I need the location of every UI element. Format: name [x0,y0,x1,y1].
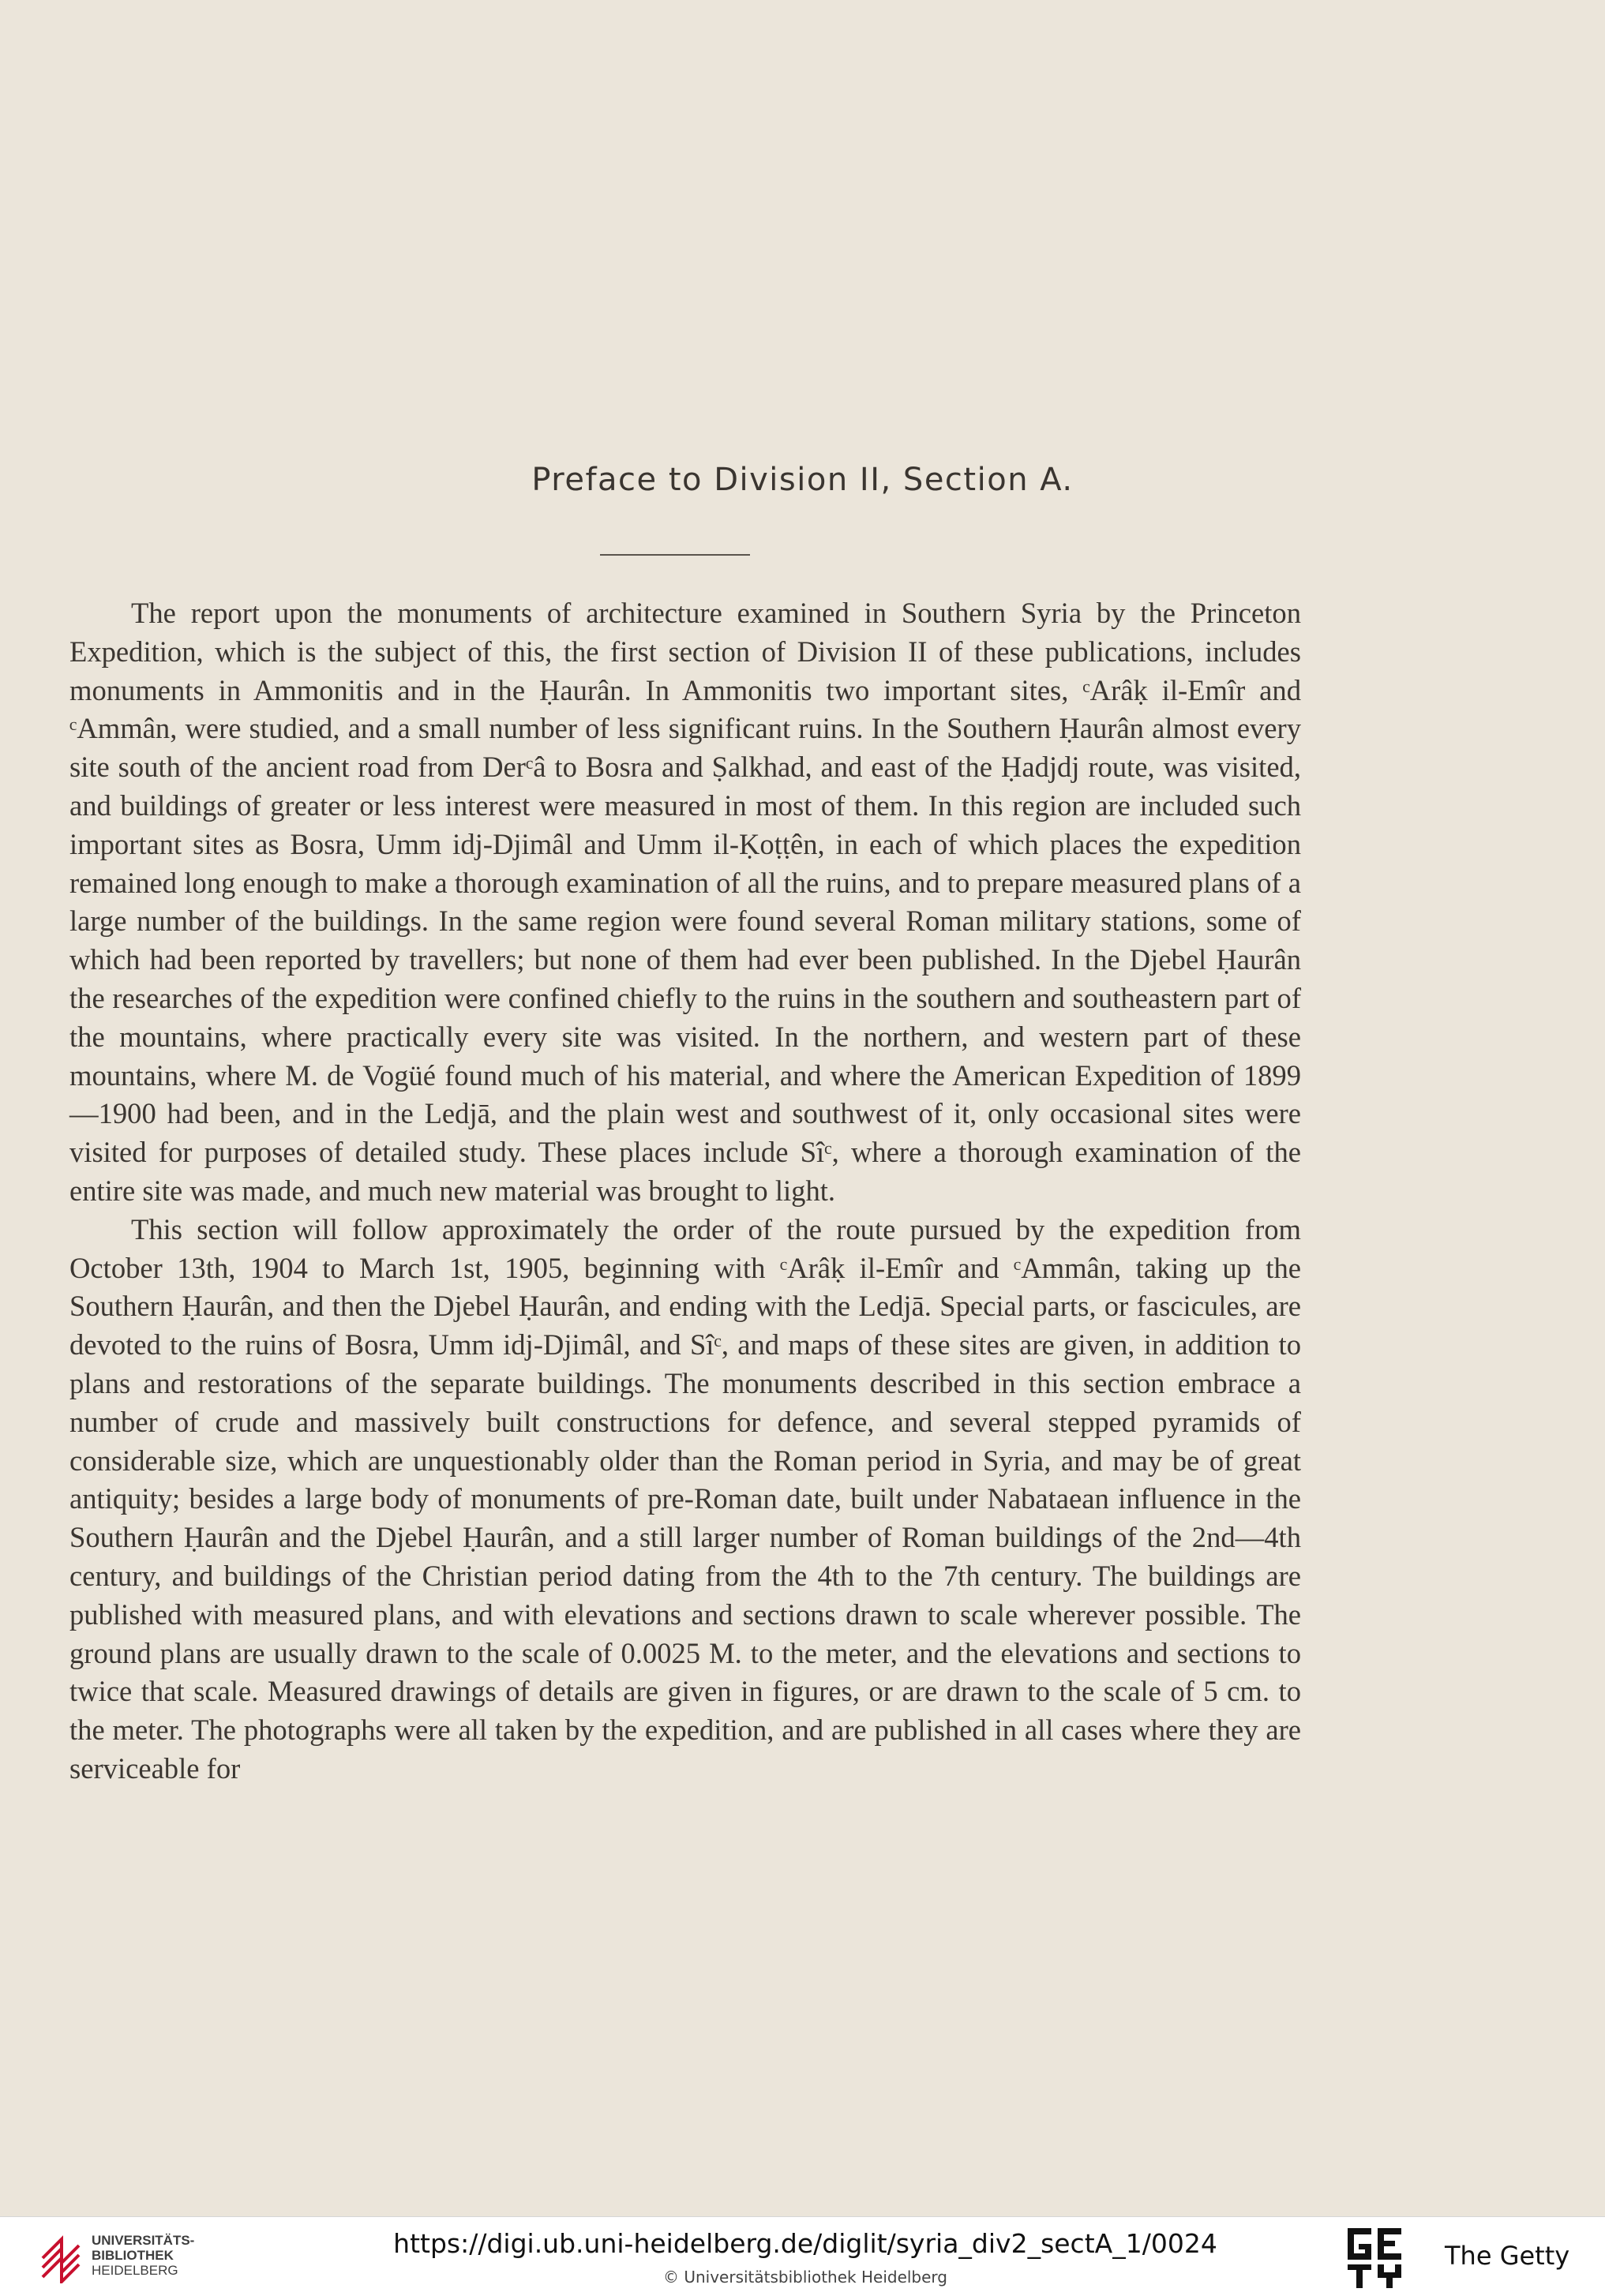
page-title: Preface to Division II, Section A. [531,462,1074,498]
getty-logo-icon[interactable] [1348,2228,1401,2288]
paragraph-2: This section will follow approximately the order of the route pursued by the expedition from October 13th, 1904 to March 1st, 1905, beginning with ᶜArâḳ il-Emîr and ᶜAmmân, taking up the Southern Ḥaurân, and then the Djebel Ḥaurân, and ending with the Ledjā. Special parts, or fascicules, are devoted to the ruins of Bosra, Umm idj-Djimâl, and Sîᶜ, and maps of these sites are given, in addition to plans and restorations of the separate buildings. The monuments described in this section embrace a number of crude and massively built constructions for defence, and several stepped pyramids of considerable size, which are unquestionably older than the Roman period in Syria, and may be of great antiquity; besides a large body of monuments of pre-Roman date, built under Nabataean influence in the Southern Ḥaurân and the Djebel Ḥaurân, and a still larger number of Roman buildings of the 2nd—4th century, and buildings of the Christian period dating from the 4th to the 7th century. The buildings are published with measured plans, and with elevations and sections drawn to scale wherever possible. The ground plans are usually drawn to the scale of 0.0025 M. to the meter, and the elevations and sections to twice that scale. Measured drawings of details are given in figures, or are drawn to the scale of 5 cm. to the meter. The photographs were all taken by the expedition, and are published in all cases where they are serviceable for [69,1212,1301,1785]
library-name-line2: BIBLIOTHEK [92,2248,174,2263]
partner-name: The Getty [1445,2241,1570,2271]
library-name [92,2233,194,2278]
body-text [69,594,1301,1788]
library-name-line3: HEIDELBERG [92,2263,178,2278]
footer-bar [0,2216,1605,2296]
library-name-line1: UNIVERSITÄTS- [92,2233,195,2248]
paragraph-1: The report upon the monuments of architecture examined in Southern Syria by the Princeton Expedition, which is the subject of this, the first section of Division II of these publications, includes monuments in Ammonitis and in the Ḥaurân. In Ammonitis two important sites, ᶜArâḳ il-Emîr and ᶜAmmân, were studied, and a small number of less significant ruins. In the Southern Ḥaurân almost every site south of the ancient road from Derᶜâ to Bosra and Ṣalkhad, and east of the Ḥadjdj route, was visited, and buildings of greater or less interest were measured in most of them. In this region are included such important sites as Bosra, Umm idj-Djimâl and Umm il-Ḳoṭṭên, in each of which places the expedition remained long enough to make a thorough examination of all the ruins, and to prepare measured plans of a large number of the buildings. In the same region were found several Roman military stations, some of which had been reported by travellers; but none of them had ever been published. In the Djebel Ḥaurân the researches of the expedition were confined chiefly to the ruins in the southern and southeastern part of the mountains, where practically every site was visited. In the northern, and western part of these mountains, where M. de Vogüé found much of his material, and where the American Expedition of 1899—1900 had been, and in the Ledjā, and the plain west and southwest of it, only occasional sites were visited for purposes of detailed study. These places include Sîᶜ, where a thorough examination of the entire site was made, and much new material was brought to light. [69,597,1301,1207]
permalink-url[interactable]: https://digi.ub.uni-heidelberg.de/diglit/syria_div2_sectA_1/0024 [393,2228,1217,2259]
ub-heidelberg-logo-icon[interactable] [38,2231,82,2283]
copyright-notice: © Universitätsbibliothek Heidelberg [662,2268,947,2287]
title-divider [600,554,750,556]
